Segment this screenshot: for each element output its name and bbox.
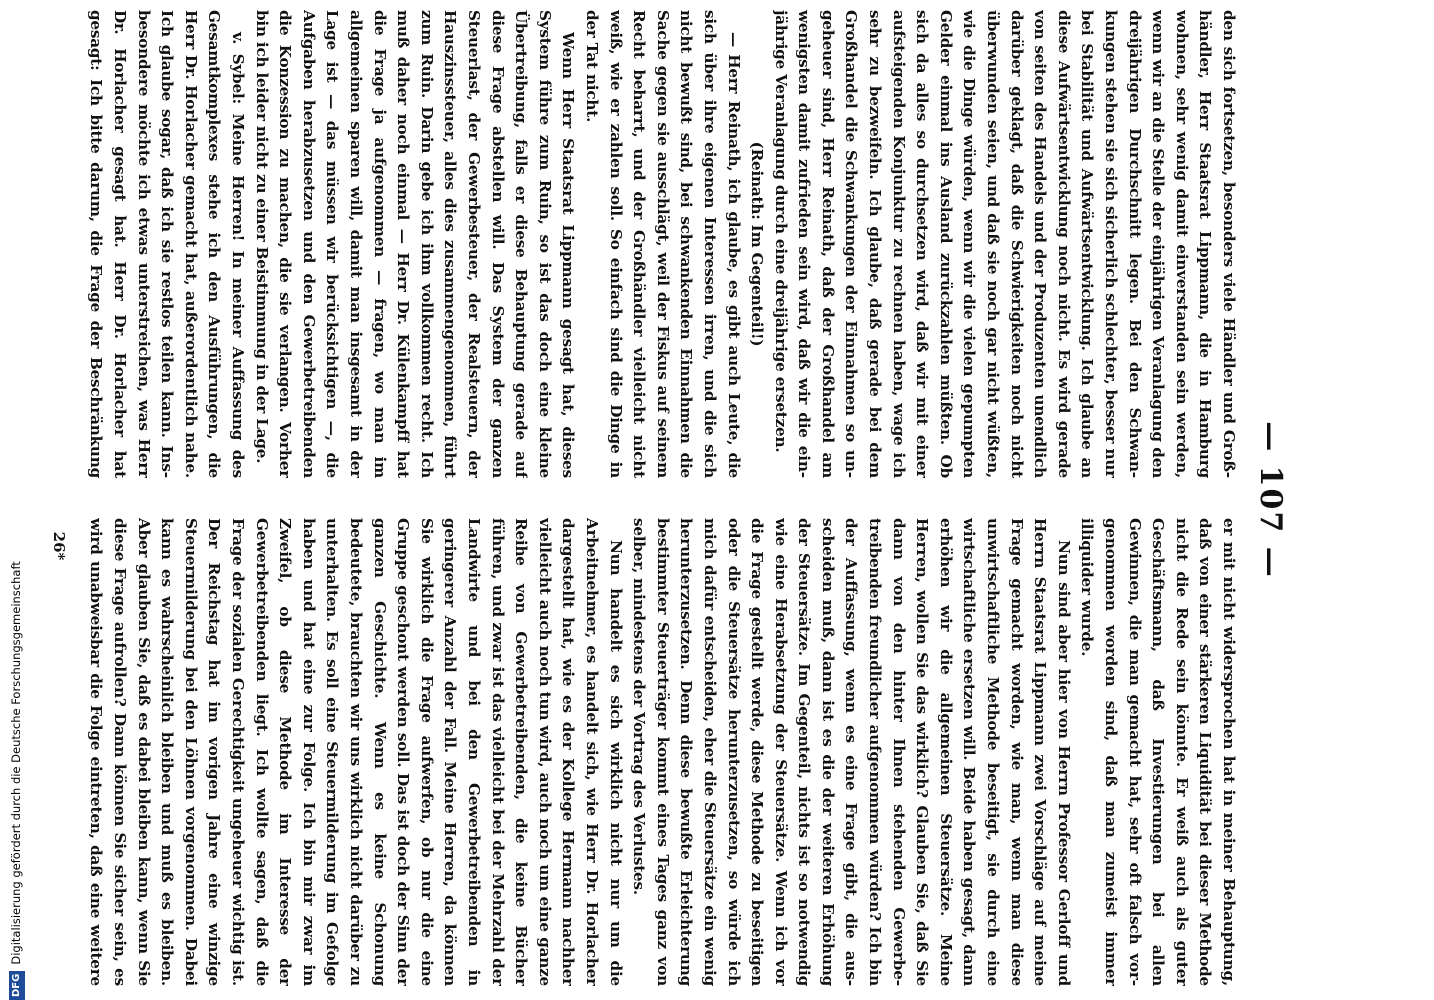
paragraph: den sich fortsetzen, besonders viele Händler und Großhändler, Herr Staatsrat Lippmann, die in Hamburg wohnen, sehr wenig damit einverstanden sein werden, wenn wir an die Stelle der einjährigen Veranlagung den dreijährigen Durchschnitt legen. Bei den Schwankungen stehen sie sich sicherlich schlechter, besser nur bei Stabilität und Aufwärtsentwicklung. Ich glaube an diese Aufwärtsentwicklung noch nicht. Es wird gerade von seiten des Handels und der Produzenten unendlich darüber geklagt, daß die Schwierigkeiten noch nicht überwunden seien, und daß sie noch gar nicht wüßten, wie die Dinge würden, wenn wir die vielen gepumpten Gelder einmal ins Ausland zurückzahlen müßten. Ob sich da alles so durchsetzen wird, daß wir mit einer aufsteigenden Konjunktur zu rechnen haben, wage ich sehr zu bezweifeln. Ich glaube, daß gerade bei dem Großhandel die Schwankungen der Einnahmen so ungeheuer sind, Herr Reinath, daß der Großhandel am wenigsten damit zufrieden sein wird, daß wir die einjährige Veranlagung durch eine dreijährige ersetzen. bbox=[771, 10, 1238, 478]
paragraph: Nun handelt es sich wirklich nicht nur um die Arbeitnehmer, es handelt sich, wie Herr Dr. Horlacher dargestellt hat, wie es der Kollege Hermann nachher vielleicht auch noch tun wird, auch noch um eine ganze Reihe von Gewerbetreibenden, die keine Bücher führen, und zwar ist das vielleicht bei der Mehrzahl der Landwirte und bei den Gewerbetreibenden in geringerer Anzahl der Fall. Meine Herren, da können Sie wirklich die Frage aufwerfen, ob nur die eine Gruppe geschont werden soll. Das ist doch der Sinn der ganzen Geschichte. Wenn es keine Schonung bedeutete, brauchten wir uns wirklich nicht darüber zu unterhalten. Es soll eine Steuermilderung im Gefolge haben und hat eine zur Folge. Ich bin mir zwar im Zweifel, ob diese Methode im Interesse der Gewerbetreibenden liegt. Ich wollte sagen, daß die Frage der sozialen Gerechtigkeit ungeheuer wichtig ist. Der Reichstag hat im vorigen Jahre eine winzige Steuermilderung bei den Löhnen vorgenommen. Dabei kann es wahrscheinlich bleiben und muß es bleiben. Aber glauben Sie, daß es dabei bleiben kann, wenn Sie diese Frage aufrollen? Dann können Sie sicher sein, es wird unabweisbar die Folge eintreten, daß eine weitere bbox=[87, 518, 625, 986]
digitization-credit bbox=[4, 0, 28, 1000]
text-column-right bbox=[80, 518, 1240, 986]
paragraph: Nun sind aber hier von Herrn Professor Gerloff und Herrn Staatsrat Lippmann zwei Vorschläge auf meine Frage gemacht worden, wie man, wenn man diese unwirtschaftliche Methode beseitigt, sie durch eine wirtschaftliche ersetzen will. Beide haben gesagt, dann erhöhen wir die allgemeinen Steuersätze. Meine Herren, wollen Sie das wirklich? Glauben Sie, daß Sie dann von den hinter Ihnen stehenden Gewerbetreibenden freundlicher aufgenommen würden? Ich bin der Auffassung, wenn es eine Frage gibt, die ausscheiden muß, dann ist es die der weiteren Erhöhung der Steuersätze. Im Gegenteil, nichts ist so notwendig wie eine Herabsetzung der Steuersätze. Wenn ich vor die Frage gestellt werde, diese Methode zu beseitigen oder die Steuersätze herunterzusetzen, so würde ich mich dafür entscheiden, eher die Steuersätze ein wenig herunterzusetzen. Denn diese bewußte Erleichterung bestimmter Steuerträger kommt eines Tages ganz von selber, mindestens der Vortrag des Verlustes. bbox=[630, 518, 1073, 986]
rotated-page-content bbox=[0, 10, 1300, 990]
credit-text: Digitalisierung gefördert durch die Deutsche Forschungsgemeinschaft bbox=[9, 561, 23, 965]
interjection: (Reinath: Im Gegenteil!) bbox=[748, 141, 767, 347]
paragraph: Wenn Herr Staatsrat Lippmann gesagt hat, dieses System führe zum Ruin, so ist das doch eine kleine Übertreibung, falls er diese Behauptung gerade auf diese Frage abstellen will. Das System der ganzen Steuerlast, der Gewerbesteuer, der Realsteuern, der Hauszinssteuer, alles dies zusammengenommen, führt zum Ruin. Darin gebe ich ihm vollkommen recht. Ich muß daher noch einmal — Herr Dr. Külenkampff hat die Frage ja aufgenommen — fragen, wo man im allgemeinen sparen will, damit man insgesamt in der Lage ist — das müssen wir berücksichtigen —, die Aufgaben herabzusetzen und den Gewerbetreibenden die Konzession zu machen, die sie verlangen. Vorher bin ich leider nicht zu einer Beistimmung in der Lage. bbox=[252, 10, 578, 478]
dfg-logo: DFG bbox=[9, 971, 25, 1000]
page-number-header: — 107 — bbox=[1253, 421, 1288, 579]
text-column-left bbox=[80, 10, 1240, 478]
paragraph: er mit nicht widersprochen hat in meiner Behauptung, daß von einer stärkeren Liquidität bei dieser Methode nicht die Rede sein könnte. Er weiß auch als guter Geschäftsmann, daß Investierungen bei allen Gewinnen, die man gemacht hat, sehr oft falsch vorgenommen worden sind, daß man zumeist immer illiquider wurde. bbox=[1078, 518, 1238, 986]
paragraph: v. Sybel: Meine Herren! In meiner Auffassung des Gesamtkomplexes stehe ich den Ausführungen, die Herr Dr. Horlacher gemacht hat, außerordentlich nahe. Ich glaube sogar, daß ich sie restlos teilen kann. Insbesondere möchte ich etwas unterstreichen, was Herr Dr. Horlacher gesagt hat. Herr Dr. Horlacher hat gesagt: Ich bitte darum, die Frage der Beschränkung bbox=[87, 10, 248, 478]
sheet-signature: 26* bbox=[50, 531, 68, 561]
paragraph: — Herr Reinath, ich glaube, es gibt auch Leute, die sich über ihre eigenen Interessen irren, und die sich nicht bewußt sind, bei schwankenden Einnahmen die Sache gegen sie ausschlägt, weil der Fiskus auf seinem Recht beharrt, und der Großhändler vielleicht nicht weiß, wie er zahlen soll. So einfach sind die Dinge in der Tat nicht. bbox=[582, 10, 743, 478]
